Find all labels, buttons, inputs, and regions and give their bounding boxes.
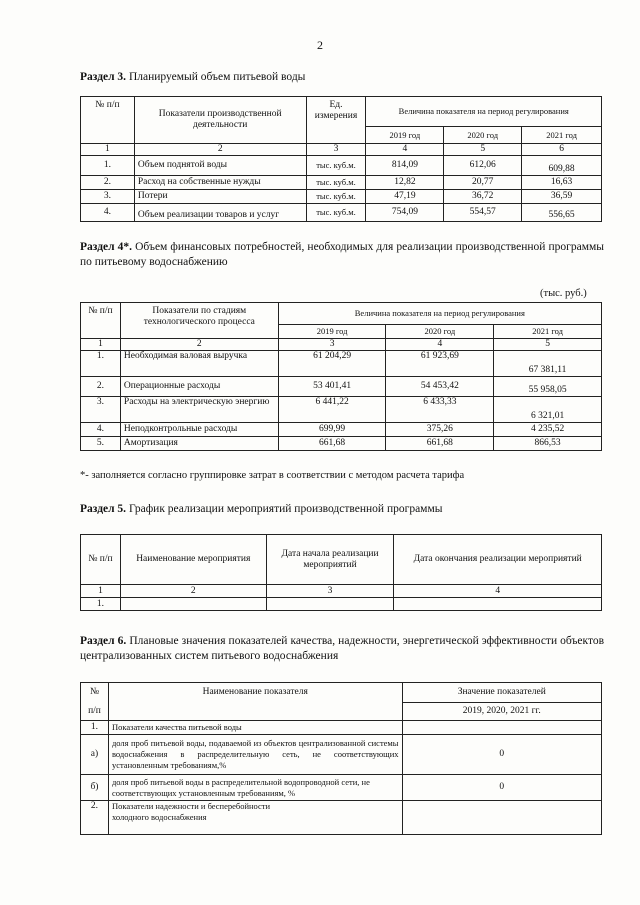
row-value-2019: 53 401,41 <box>278 377 386 397</box>
row-value-2021: 6 321,01 <box>494 397 602 423</box>
section6-heading <box>80 634 604 664</box>
section3-heading <box>80 70 560 85</box>
table-row <box>81 598 602 611</box>
row-num: 4. <box>81 204 135 222</box>
row-value-2021: 556,65 <box>522 204 602 222</box>
row-value-2021: 609,88 <box>522 156 602 176</box>
row-unit: тыс. куб.м. <box>306 190 366 204</box>
row-value-2020: 54 453,42 <box>386 377 494 397</box>
row-value-2019: 814,09 <box>366 156 444 176</box>
column-number: 2 <box>120 585 266 598</box>
row-value-2020: 375,26 <box>386 423 494 437</box>
row-value: 0 <box>402 775 601 801</box>
table-row <box>81 204 602 222</box>
row-value-2019: 661,68 <box>278 437 386 451</box>
table-row <box>81 423 602 437</box>
row-name: Операционные расходы <box>120 377 278 397</box>
header-2021: 2021 год <box>522 127 602 144</box>
header-2019: 2019 год <box>366 127 444 144</box>
row-name: Расходы на электрическую энергию <box>120 397 278 423</box>
header-value: Значение показателей <box>402 683 601 703</box>
row-value-2021: 866,53 <box>494 437 602 451</box>
header-indicator: Показатели по стадиям технологического процесса <box>120 303 278 339</box>
header-name: Наименование показателя <box>108 683 402 721</box>
table-header-row <box>81 97 602 127</box>
header-indicator: Показатели производственной деятельности <box>134 97 306 144</box>
section3-title: Планируемый объем питьевой воды <box>128 71 306 83</box>
row-name: Необходимая валовая выручка <box>120 351 278 377</box>
section6-title: Плановые значения показателей качества, надежности, энергетической эффективности объектов централизованных систем питьевого водоснабжения <box>80 635 605 662</box>
section5-title: График реализации мероприятий производственной программы <box>128 503 443 515</box>
table-header-row <box>81 535 602 585</box>
header-end: Дата окончания реализации мероприятий <box>394 535 602 585</box>
row-unit: тыс. куб.м. <box>306 156 366 176</box>
table-row <box>81 801 602 835</box>
row-start <box>266 598 394 611</box>
column-number: 4 <box>386 339 494 351</box>
column-number: 1 <box>81 339 121 351</box>
row-unit: тыс. куб.м. <box>306 204 366 222</box>
column-number: 6 <box>522 144 602 156</box>
row-value: 0 <box>402 735 601 775</box>
header-num: № п/п <box>81 97 135 144</box>
column-number: 3 <box>266 585 394 598</box>
table-row <box>81 735 602 775</box>
section4-footnote: *- заполняется согласно группировке затрат в соответствии с методом расчета тарифа <box>80 470 465 481</box>
row-num: 4. <box>81 423 121 437</box>
table-row <box>81 351 602 377</box>
row-num: 2. <box>81 377 121 397</box>
header-value: Величина показателя на период регулирования <box>366 97 602 127</box>
section5-table <box>80 534 602 611</box>
header-2020: 2020 год <box>386 325 494 339</box>
table-row <box>81 397 602 423</box>
table-row <box>81 156 602 176</box>
section5-heading <box>80 502 560 517</box>
section4-label: Раздел 4*. <box>80 241 133 253</box>
section6-label: Раздел 6. <box>80 635 127 647</box>
row-num: 2. <box>81 801 109 835</box>
row-name: Расход на собственные нужды <box>134 176 306 190</box>
page-number: 2 <box>317 38 323 52</box>
row-value <box>402 721 601 735</box>
header-2020: 2020 год <box>444 127 522 144</box>
row-num: 1. <box>81 156 135 176</box>
row-value-2019: 47,19 <box>366 190 444 204</box>
section3-table <box>80 96 602 222</box>
header-num-bottom: п/п <box>81 703 109 721</box>
header-2019: 2019 год <box>278 325 386 339</box>
header-num: № п/п <box>81 303 121 339</box>
section5-label: Раздел 5. <box>80 503 127 515</box>
row-value-2021: 16,63 <box>522 176 602 190</box>
section4-unit-note: (тыс. руб.) <box>540 288 587 299</box>
column-number-row <box>81 144 602 156</box>
row-value-2019: 754,09 <box>366 204 444 222</box>
column-number: 3 <box>306 144 366 156</box>
row-value <box>402 801 601 835</box>
row-value-2021: 36,59 <box>522 190 602 204</box>
table-header-row <box>81 683 602 703</box>
header-num-top: № <box>81 683 109 703</box>
row-num: 3. <box>81 190 135 204</box>
row-num: 1. <box>81 598 121 611</box>
header-unit: Ед. измерения <box>306 97 366 144</box>
row-value-2020: 612,06 <box>444 156 522 176</box>
column-number: 4 <box>394 585 602 598</box>
row-name: Объем поднятой воды <box>134 156 306 176</box>
section4-table <box>80 302 602 451</box>
row-name: Амортизация <box>120 437 278 451</box>
section3-label: Раздел 3. <box>80 71 127 83</box>
row-num: б) <box>81 775 109 801</box>
header-years: 2019, 2020, 2021 гг. <box>402 703 601 721</box>
row-name: Потери <box>134 190 306 204</box>
row-num: 1. <box>81 721 109 735</box>
row-value-2019: 12,82 <box>366 176 444 190</box>
header-2021: 2021 год <box>494 325 602 339</box>
row-value-2020: 6 433,33 <box>386 397 494 423</box>
row-value-2021: 4 235,52 <box>494 423 602 437</box>
column-number-row <box>81 339 602 351</box>
row-value-2021: 55 958,05 <box>494 377 602 397</box>
header-value: Величина показателя на период регулирования <box>278 303 601 325</box>
column-number: 2 <box>120 339 278 351</box>
header-start: Дата начала реализации мероприятий <box>266 535 394 585</box>
header-name: Наименование мероприятия <box>120 535 266 585</box>
column-number: 4 <box>366 144 444 156</box>
table-row <box>81 721 602 735</box>
table-row <box>81 176 602 190</box>
row-num: 1. <box>81 351 121 377</box>
row-end <box>394 598 602 611</box>
row-value-2019: 699,99 <box>278 423 386 437</box>
section4-heading <box>80 240 604 270</box>
column-number: 1 <box>81 144 135 156</box>
row-name: Показатели надежности и бесперебойности холодного водоснабжения <box>108 801 402 835</box>
row-name: доля проб питьевой воды, подаваемой из объектов централизованной системы водоснабжения в распределительную сеть, не соответствующих установленным требованиям,% <box>108 735 402 775</box>
column-number: 3 <box>278 339 386 351</box>
header-num: № п/п <box>81 535 121 585</box>
column-number: 5 <box>494 339 602 351</box>
row-unit: тыс. куб.м. <box>306 176 366 190</box>
table-header-row <box>81 303 602 325</box>
section6-table <box>80 682 602 835</box>
row-value-2021: 67 381,11 <box>494 351 602 377</box>
row-num: 5. <box>81 437 121 451</box>
row-name <box>120 598 266 611</box>
row-value-2019: 61 204,29 <box>278 351 386 377</box>
row-num: 3. <box>81 397 121 423</box>
table-row <box>81 775 602 801</box>
column-number: 5 <box>444 144 522 156</box>
table-row <box>81 377 602 397</box>
table-row <box>81 437 602 451</box>
row-value-2020: 661,68 <box>386 437 494 451</box>
row-value-2019: 6 441,22 <box>278 397 386 423</box>
row-name: Показатели качества питьевой воды <box>108 721 402 735</box>
row-value-2020: 20,77 <box>444 176 522 190</box>
row-num: 2. <box>81 176 135 190</box>
section4-title: Объем финансовых потребностей, необходимых для реализации производственной программы по питьевому водоснабжению <box>80 241 605 268</box>
row-name: Объем реализации товаров и услуг <box>134 204 306 222</box>
row-num: а) <box>81 735 109 775</box>
row-value-2020: 36,72 <box>444 190 522 204</box>
table-row <box>81 190 602 204</box>
column-number: 2 <box>134 144 306 156</box>
column-number: 1 <box>81 585 121 598</box>
row-value-2020: 61 923,69 <box>386 351 494 377</box>
row-name: доля проб питьевой воды в распределительной водопроводной сети, не соответствующих установленным требованиям, % <box>108 775 402 801</box>
row-value-2020: 554,57 <box>444 204 522 222</box>
row-name: Неподконтрольные расходы <box>120 423 278 437</box>
column-number-row <box>81 585 602 598</box>
